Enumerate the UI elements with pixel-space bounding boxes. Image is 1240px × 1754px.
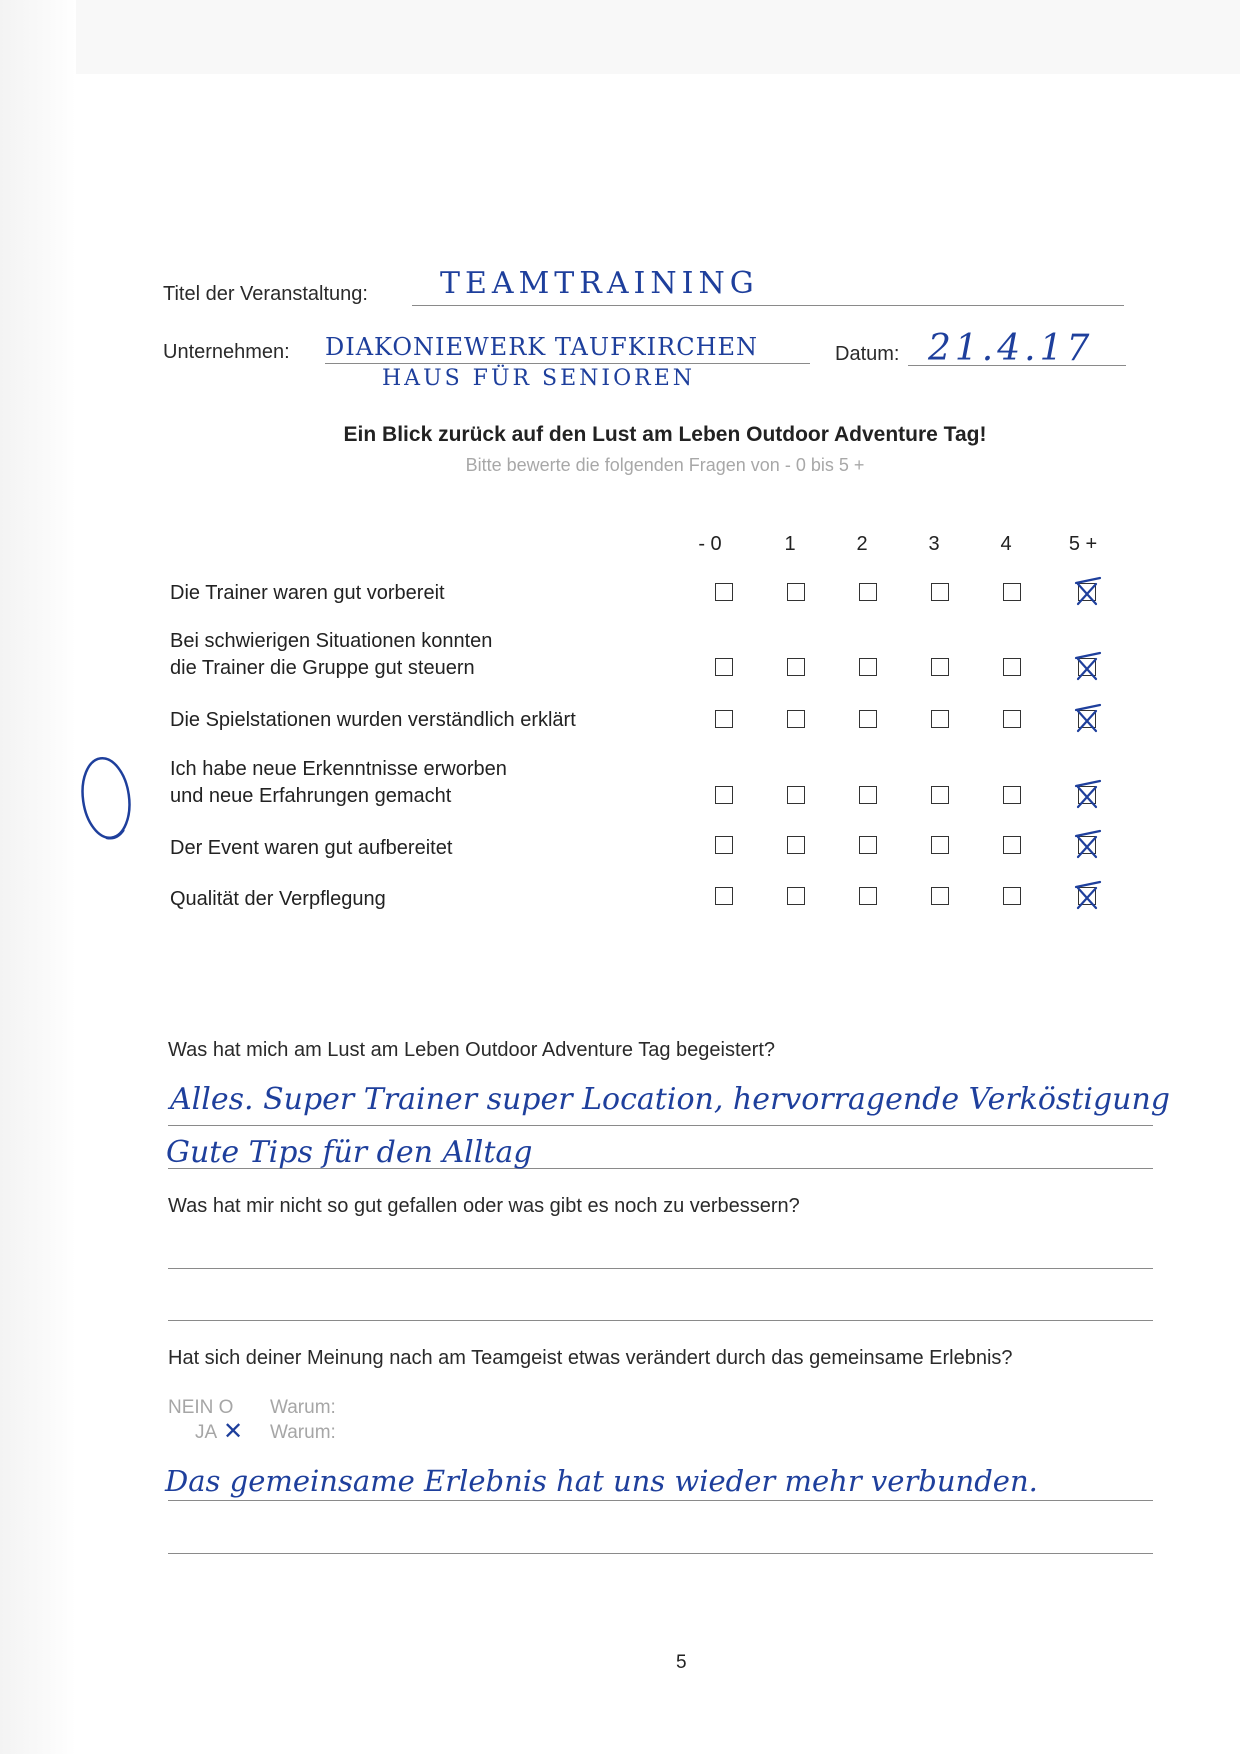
question-5-text: Der Event waren gut aufbereitet (170, 837, 453, 859)
rating-checkbox-q4-1[interactable] (787, 786, 805, 804)
answer-1-handwritten-line1: Alles. Super Trainer super Location, hervorragende Verköstigung (170, 1082, 1171, 1117)
question-4-text-line1: Ich habe neue Erkenntnisse erworben (170, 758, 507, 780)
rating-checkbox-q5-2[interactable] (859, 836, 877, 854)
rating-checkbox-q3-3[interactable] (931, 710, 949, 728)
rating-checkbox-q6-1[interactable] (787, 887, 805, 905)
scan-top-band (0, 0, 1240, 74)
rating-checkbox-q3-2[interactable] (859, 710, 877, 728)
scale-header-1: 1 (784, 533, 796, 555)
question-4 (170, 756, 507, 810)
ja-option: JA (195, 1422, 218, 1443)
question-1 (170, 580, 445, 607)
event-title-underline (412, 305, 1124, 306)
answer-3-handwritten: Das gemeinsame Erlebnis hat uns wieder mehr verbunden. (165, 1464, 1038, 1498)
rating-checkbox-q3-0[interactable] (715, 710, 733, 728)
question-6 (170, 886, 386, 913)
rating-checkbox-q4-3[interactable] (931, 786, 949, 804)
rating-checkbox-q1-0[interactable] (715, 583, 733, 601)
rating-checkbox-q4-0[interactable] (715, 786, 733, 804)
handwritten-check-mark-q3 (1070, 701, 1102, 735)
question-2 (170, 628, 492, 682)
answer-2-line-2 (168, 1320, 1153, 1321)
question-2-text-line1: Bei schwierigen Situationen konnten (170, 630, 493, 652)
handwritten-check-mark-q2 (1070, 649, 1102, 683)
rating-checkbox-q5-3[interactable] (931, 836, 949, 854)
answer-1-line-1 (168, 1125, 1153, 1126)
rating-checkbox-q5-1[interactable] (787, 836, 805, 854)
company-label: Unternehmen: (163, 341, 290, 363)
rating-checkbox-q3-1[interactable] (787, 710, 805, 728)
question-5 (170, 835, 452, 862)
rating-checkbox-q4-4[interactable] (1003, 786, 1021, 804)
scale-header-3: 3 (928, 533, 940, 555)
rating-checkbox-q2-4[interactable] (1003, 658, 1021, 676)
rating-checkbox-q2-1[interactable] (787, 658, 805, 676)
rating-checkbox-q2-2[interactable] (859, 658, 877, 676)
open-question-1: Was hat mich am Lust am Leben Outdoor Adventure Tag begeistert? (168, 1039, 776, 1061)
ja-handwritten-mark: ✕ (223, 1417, 244, 1445)
rating-checkbox-q4-2[interactable] (859, 786, 877, 804)
rating-checkbox-q6-0[interactable] (715, 887, 733, 905)
scan-left-shadow (0, 0, 76, 1754)
rating-checkbox-q2-0[interactable] (715, 658, 733, 676)
date-handwritten: 21.4.17 (928, 328, 1094, 369)
scale-header-4: 4 (1000, 533, 1012, 555)
rating-checkbox-q2-3[interactable] (931, 658, 949, 676)
page-number: 5 (676, 1652, 687, 1673)
survey-title: Ein Blick zurück auf den Lust am Leben Outdoor Adventure Tag! (343, 423, 987, 446)
answer-3-line-1 (168, 1500, 1153, 1501)
rating-checkbox-q5-4[interactable] (1003, 836, 1021, 854)
survey-subtitle: Bitte bewerte die folgenden Fragen von - 0 bis 5 + (465, 455, 865, 475)
handwritten-check-mark-q4 (1070, 777, 1102, 811)
margin-circle-note (76, 752, 140, 848)
nein-option: NEIN O (168, 1397, 234, 1418)
question-2-text-line2: die Trainer die Gruppe gut steuern (170, 657, 475, 679)
answer-3-line-2 (168, 1553, 1153, 1554)
question-3 (170, 707, 576, 734)
rating-checkbox-q3-4[interactable] (1003, 710, 1021, 728)
scale-header-2: 2 (856, 533, 868, 555)
question-4-text-line2: und neue Erfahrungen gemacht (170, 785, 452, 807)
rating-checkbox-q6-4[interactable] (1003, 887, 1021, 905)
rating-checkbox-q1-2[interactable] (859, 583, 877, 601)
rating-checkbox-q6-2[interactable] (859, 887, 877, 905)
rating-checkbox-q1-1[interactable] (787, 583, 805, 601)
company-handwritten-line2: HAUS FÜR SENIOREN (382, 366, 696, 391)
answer-2-line-1 (168, 1268, 1153, 1269)
rating-checkbox-q1-3[interactable] (931, 583, 949, 601)
handwritten-check-mark-q6 (1070, 878, 1102, 912)
company-underline (325, 363, 810, 364)
rating-checkbox-q6-3[interactable] (931, 887, 949, 905)
rating-checkbox-q1-4[interactable] (1003, 583, 1021, 601)
rating-checkbox-q5-0[interactable] (715, 836, 733, 854)
question-3-text: Die Spielstationen wurden verständlich erklärt (170, 709, 576, 731)
event-title-label: Titel der Veranstaltung: (163, 283, 368, 305)
scale-header-0: - 0 (698, 533, 722, 555)
question-1-text: Die Trainer waren gut vorbereit (170, 582, 445, 604)
answer-1-handwritten-line2: Gute Tips für den Alltag (166, 1135, 533, 1170)
handwritten-check-mark-q5 (1070, 827, 1102, 861)
company-handwritten-line1: DIAKONIEWERK TAUFKIRCHEN (325, 333, 759, 361)
ja-warum-label: Warum: (270, 1422, 336, 1443)
nein-warum-label: Warum: (270, 1397, 336, 1418)
date-label: Datum: (835, 343, 900, 365)
scale-header-5: 5 + (1068, 533, 1098, 555)
question-6-text: Qualität der Verpflegung (170, 888, 386, 910)
open-question-3: Hat sich deiner Meinung nach am Teamgeist etwas verändert durch das gemeinsame Erlebnis? (168, 1347, 1013, 1369)
handwritten-check-mark-q1 (1070, 574, 1102, 608)
event-title-handwritten: TEAMTRAINING (440, 266, 759, 301)
open-question-2: Was hat mir nicht so gut gefallen oder was gibt es noch zu verbessern? (168, 1195, 800, 1217)
